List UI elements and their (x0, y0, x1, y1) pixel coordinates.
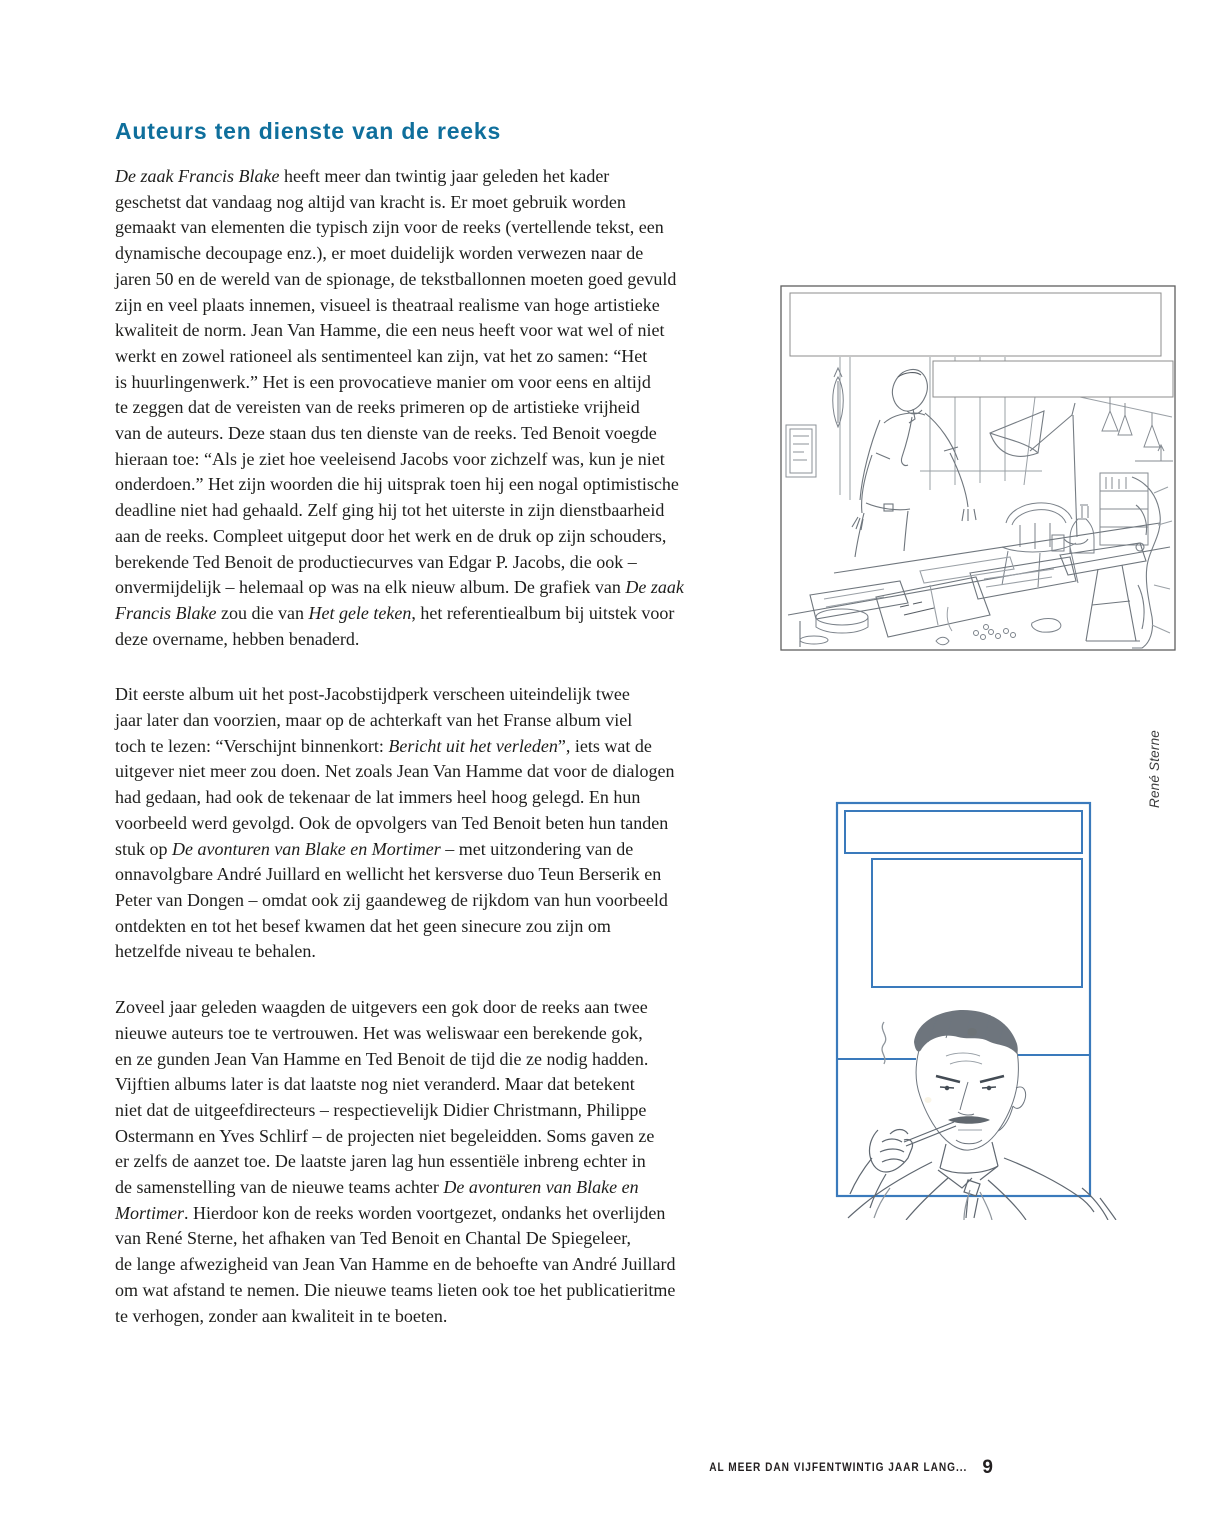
text-line: Peter van Dongen – omdat ook zij gaandeweg de rijkdom van hun voorbeeld (115, 889, 668, 910)
text-line: de samenstelling van de nieuwe teams achter De avonturen van Blake en (115, 1177, 639, 1198)
text-line: van de auteurs. Deze staan dus ten dienste van de reeks. Ted Benoit voegde (115, 423, 657, 444)
text-line: is huurlingenwerk.” Het is een provocatieve manier om voor eens en altijd (115, 371, 651, 392)
body-paragraph (115, 995, 775, 1329)
text-line: Ostermann en Yves Schlirf – de projecten niet begeleidden. Soms gaven ze (115, 1125, 655, 1146)
studio-sketch-svg (780, 285, 1176, 653)
page-footer (674, 1458, 993, 1477)
text-line: de lange afwezigheid van Jean Van Hamme en de behoefte van André Juillard (115, 1254, 676, 1275)
text-line: toch te lezen: “Verschijnt binnenkort: Bericht uit het verleden”, iets wat de (115, 735, 652, 756)
text-line: deadline niet had gehaald. Zelf ging hij tot het uiterste in zijn dienstbaarheid (115, 500, 665, 521)
text-line: onvermijdelijk – helemaal op was na elk nieuw album. De grafiek van De zaak (115, 577, 684, 598)
cover-sketch-svg (820, 800, 1120, 1220)
text-line: ontdekten en tot het besef kwamen dat het geen sinecure zou zijn om (115, 915, 611, 936)
body-paragraph (115, 682, 775, 965)
text-line: van René Sterne, het afhaken van Ted Benoit en Chantal De Spiegeleer, (115, 1228, 632, 1249)
body-paragraph (115, 164, 775, 652)
text-line: berekende Ted Benoit de productiecurves van Edgar P. Jacobs, die ook – (115, 551, 637, 572)
text-line: jaren 50 en de wereld van de spionage, de tekstballonnen moeten goed gevuld (115, 268, 677, 289)
text-line: hetzelfde niveau te behalen. (115, 941, 316, 962)
text-line: De zaak Francis Blake heeft meer dan twintig jaar geleden het kader (115, 166, 610, 186)
text-line: nieuwe auteurs toe te vertrouwen. Het was weliswaar een berekende gok, (115, 1022, 643, 1043)
article-body (115, 164, 775, 1359)
text-line: onderdoen.” Het zijn woorden die hij uitsprak toen hij een nogal optimistische (115, 474, 679, 495)
text-line: deze overname, hebben benaderd. (115, 628, 360, 649)
text-line: gemaakt van elementen die typisch zijn voor de reeks (vertellende tekst, een (115, 217, 664, 238)
text-line: er zelfs de aanzet toe. De laatste jaren lag hun essentiële inbreng echter in (115, 1151, 646, 1172)
text-line: kwaliteit de norm. Jean Van Hamme, die een neus heeft voor wat wel of niet (115, 320, 665, 341)
text-line: stuk op De avonturen van Blake en Mortimer – met uitzondering van de (115, 838, 634, 859)
text-line: Dit eerste album uit het post-Jacobstijdperk verscheen uiteindelijk twee (115, 684, 630, 705)
text-line: Francis Blake zou die van Het gele teken, het referentiealbum bij uitstek voor (115, 602, 675, 623)
text-line: dynamische decoupage enz.), er moet duidelijk worden verwezen naar de (115, 243, 644, 264)
text-line: te verhogen, zonder aan kwaliteit in te boeten. (115, 1305, 448, 1326)
text-line: om wat afstand te nemen. Die nieuwe teams lieten ook toe het publicatieritme (115, 1279, 676, 1300)
text-line: Vijftien albums later is dat laatste nog niet veranderd. Maar dat betekent (115, 1074, 635, 1095)
text-line: jaar later dan voorzien, maar op de achterkaft van het Franse album viel (115, 710, 633, 731)
text-line: werkt en zowel rationeel als sentimenteel kan zijn, vat het zo samen: “Het (115, 345, 648, 366)
text-line: voorbeeld werd gevolgd. Ook de opvolgers van Ted Benoit beten hun tanden (115, 812, 669, 833)
text-line: geschetst dat vandaag nog altijd van kracht is. Er moet gebruik worden (115, 191, 626, 212)
text-line: zijn en veel plaats innemen, visueel is theatraal realisme van hoge artistieke (115, 294, 660, 315)
text-line: te zeggen dat de vereisten van de reeks primeren op de artistieke vrijheid (115, 397, 640, 418)
artist-credit: René Sterne (1147, 730, 1162, 808)
text-line: Zoveel jaar geleden waagden de uitgevers een gok door de reeks aan twee (115, 997, 648, 1018)
page-number: 9 (982, 1457, 993, 1478)
text-line: aan de reeks. Compleet uitgeput door het werk en de druk op zijn schouders, (115, 525, 667, 546)
footer-running-title: AL MEER DAN VIJFENTWINTIG JAAR LANG... (709, 1462, 968, 1474)
studio-sketch-illustration (780, 285, 1176, 653)
text-line: Mortimer. Hierdoor kon de reeks worden voortgezet, ondanks het overlijden (115, 1202, 666, 1223)
text-line: uitgever niet meer zou doen. Net zoals Jean Van Hamme dat voor de dialogen (115, 761, 675, 782)
section-heading: Auteurs ten dienste van de reeks (115, 118, 502, 145)
text-line: hieraan toe: “Als je ziet hoe veeleisend Jacobs voor zichzelf was, kun je niet (115, 448, 665, 469)
cover-sketch-illustration (820, 800, 1120, 1220)
text-line: onnavolgbare André Juillard en wellicht het kersverse duo Teun Berserik en (115, 864, 662, 885)
text-line: en ze gunden Jean Van Hamme en Ted Benoit de tijd die ze nodig hadden. (115, 1048, 649, 1069)
text-line: had gedaan, had ook de tekenaar de lat immers heel hoog gelegd. En hun (115, 787, 641, 808)
text-line: niet dat de uitgeefdirecteurs – respectievelijk Didier Christmann, Philippe (115, 1099, 647, 1120)
